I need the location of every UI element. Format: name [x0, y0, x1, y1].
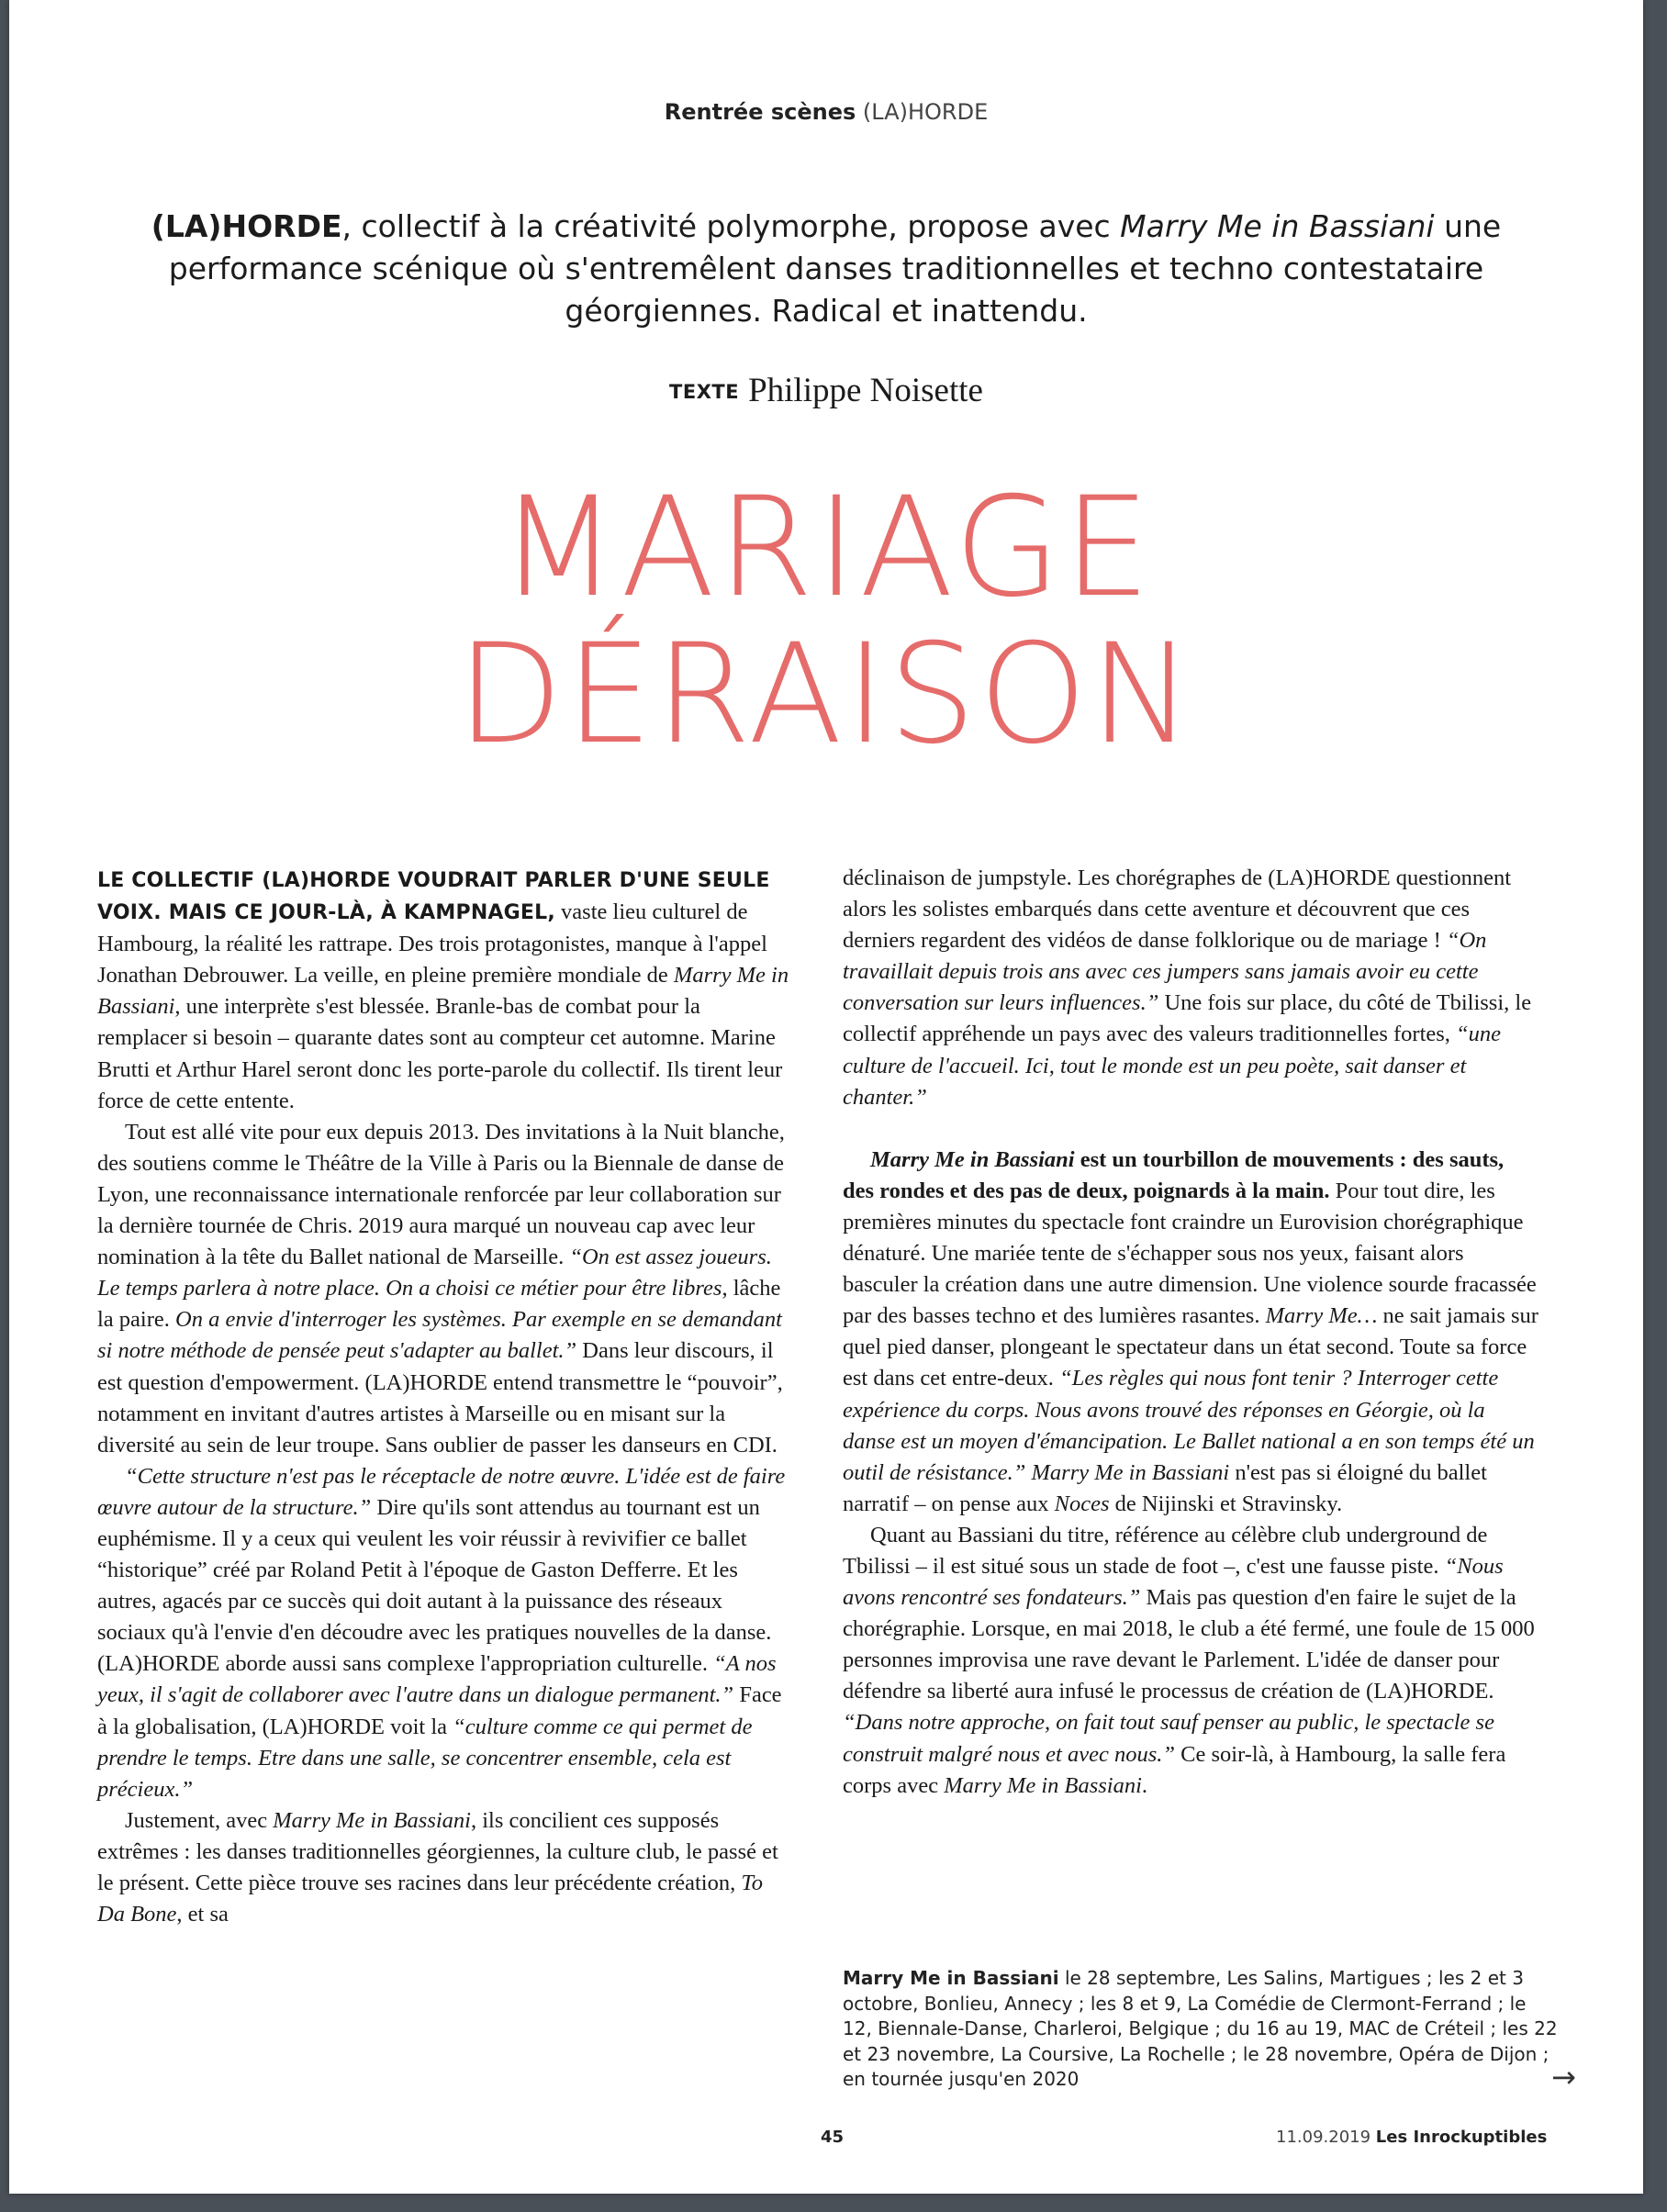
work-title: Marry Me…: [1265, 1303, 1378, 1329]
byline-label: TEXTE: [669, 381, 740, 403]
section-kicker: [9, 99, 1643, 125]
quote: “culture comme ce qui permet de prendre le temps. Etre dans une salle, se concentrer ensemble, cela est précieux.”: [97, 1714, 753, 1802]
page-number: 45: [821, 2128, 845, 2147]
byline: [9, 371, 1643, 410]
text: Tout est allé vite pour eux depuis 2013. Des invitations à la Nuit blanche, des soutiens comme le Théâtre de la Ville à Paris ou la Biennale de danse de Lyon, une reconnaissance internationale renforcée par leur collaboration sur la dernière tournée de Chris. 2019 aura marqué un nouveau cap avec leur nomination à la tête du Ballet national de Marseille.: [97, 1119, 785, 1270]
paragraph: [97, 865, 795, 1117]
work-title: Marry Me in Bassiani: [97, 963, 789, 1020]
text: de Nijinski et Stravinsky.: [1109, 1491, 1343, 1516]
standfirst-name: (LA)HORDE: [151, 208, 342, 244]
footer-date-magazine: [1276, 2128, 1547, 2147]
text: vaste lieu culturel de Hambourg, la réalité les rattrape. Des trois protagonistes, manque à l'appel Jonathan Debrouwer. La veille, en pleine première mondiale de: [97, 899, 767, 989]
magazine-name: Les Inrockuptibles: [1375, 2128, 1548, 2147]
quote: “une culture de l'accueil. Ici, tout le monde est un peu poète, sait danser et chanter.”: [843, 1022, 1502, 1110]
quote: “Cette structure n'est pas le réceptacle de notre œuvre. L'idée est de faire œuvre autour de la structure.”: [97, 1463, 786, 1520]
text: ne sait jamais sur quel pied danser, plongeant le spectateur dans un état second. Toute sa force est dans cet entre-deux.: [843, 1303, 1538, 1391]
quote: “Nous avons rencontré ses fondateurs.”: [843, 1553, 1504, 1611]
text: , et sa: [176, 1902, 229, 1927]
info-text: le 28 septembre, Les Salins, Martigues ; les 2 et 3 octobre, Bonlieu, Annecy ; les 8 et 9, La Comédie de Clermont-Ferrand ; le 12, Biennale-Danse, Charleroi, Belgique ; du 16 au 19, MAC de Créteil ; les 22 et 23 novembre, La Coursive, La Rochelle ; le 28 novembre, Opéra de Dijon ; en tournée jusqu'en 2020: [843, 1967, 1558, 2090]
quote: “On est assez joueurs. Le temps parlera à notre place. On a choisi ce métier pour être libres: [97, 1245, 772, 1302]
section-subject: (LA)HORDE: [862, 99, 989, 125]
performance-dates-box: [843, 1966, 1559, 2093]
section-name: Rentrée scènes: [664, 99, 856, 125]
paragraph: [97, 1805, 795, 1930]
text: Une fois sur place, du côté de Tbilissi, le collectif appréhende un pays avec des valeurs traditionnelles fortes,: [843, 990, 1532, 1047]
text: Mais pas question d'en faire le sujet de la chorégraphie. Lorsque, en mai 2018, le club a été fermé, une foule de 15 000 personnes improvisa une rave devant le Parlement. L'idée de danser pour défendre sa liberté aura infusé le processus de création de (LA)HORDE.: [843, 1585, 1535, 1704]
left-column: [97, 865, 795, 1930]
work-title: To Da Bone: [97, 1871, 763, 1927]
lead-in: LE COLLECTIF (LA)HORDE VOUDRAIT PARLER D'UNE SEULE VOIX. MAIS CE JOUR-LÀ, À KAMPNAGEL,: [97, 869, 770, 925]
issue-date: 11.09.2019: [1276, 2128, 1371, 2147]
text: Dans leur discours, il est question d'empowerment. (LA)HORDE entend transmettre le “pouvoir”, notamment en invitant d'autres artistes à Marseille ou en misant sur la diversité au sein de leur troupe. Sans oublier de passer les danseurs en CDI.: [97, 1338, 783, 1458]
byline-author: Philippe Noisette: [748, 372, 983, 409]
paragraph: [843, 1145, 1540, 1520]
text: Justement, avec: [125, 1807, 274, 1833]
magazine-page: [9, 0, 1643, 2194]
text: , ils concilient ces supposés extrêmes : les danses traditionnelles géorgiennes, la culture club, le passé et le présent. Cette pièce trouve ses racines dans leur précédente création,: [97, 1807, 778, 1895]
text: déclinaison de jumpstyle. Les chorégraphes de (LA)HORDE questionnent alors les solistes embarqués dans cette aventure et découvrent que ces derniers regardent des vidéos de danse folklorique ou de mariage !: [843, 866, 1512, 954]
info-title: Marry Me in Bassiani: [843, 1967, 1059, 1989]
paragraph: [843, 863, 1540, 1113]
standfirst-text: , collectif à la créativité polymorphe, propose avec: [341, 208, 1121, 244]
work-title: Noces: [1054, 1491, 1110, 1516]
standfirst-text-end: une performance scénique où s'entremêlent danses traditionnelles et techno contestataire géorgiennes. Radical et inattendu.: [168, 208, 1502, 329]
text: Quant au Bassiani du titre, référence au célèbre club underground de Tbilissi – il est situé sous un stade de foot –, c'est une fausse piste.: [843, 1522, 1488, 1579]
work-title: Marry Me in Bassiani: [944, 1772, 1142, 1798]
quote: “Dans notre approche, on fait tout sauf penser au public, le spectacle se construit malgré nous et avec nous.”: [843, 1710, 1494, 1767]
next-page-arrow-icon: →: [1551, 2060, 1576, 2095]
text: , une interprète s'est blessée. Branle-bas de combat pour la remplacer si besoin – quarante dates sont au compteur cet automne. Marine Brutti et Arthur Harel seront donc les porte-parole du collectif. Ils tirent leur force de cette entente.: [97, 994, 783, 1113]
standfirst-title: Marry Me in Bassiani: [1120, 208, 1435, 244]
headline-line-1: MARIAGE: [498, 468, 1154, 628]
text: , lâche la paire.: [97, 1276, 781, 1333]
quote: “Les règles qui nous font tenir ? Interroger cette expérience du corps. Nous avons trouvé des réponses en Géorgie, où la danse est un moyen d'émancipation. Le Ballet national a en son temps été un outil de résistance.”: [843, 1366, 1535, 1485]
paragraph: [97, 1117, 795, 1461]
quote: “A nos yeux, il s'agit de collaborer avec l'autre dans un dialogue permanent.”: [97, 1651, 777, 1708]
bold-lead: est un tourbillon de mouvements : des sauts, des rondes et des pas de deux, poignards à la main.: [843, 1146, 1505, 1203]
work-title: Marry Me in Bassiani: [870, 1146, 1075, 1172]
text: n'est pas si éloigné du ballet narratif – on pense aux: [843, 1459, 1487, 1516]
paragraph-gap: [843, 1113, 1540, 1145]
text: Face à la globalisation, (LA)HORDE voit la: [97, 1682, 782, 1739]
work-title: Marry Me in Bassiani: [1031, 1459, 1230, 1485]
text: .: [1141, 1772, 1148, 1798]
quote: “On travaillait depuis trois ans avec ces jumpers sans jamais avoir eu cette conversation sur leurs influences.”: [843, 928, 1487, 1016]
quote: On a envie d'interroger les systèmes. Par exemple en se demandant si notre méthode de pensée peut s'adapter au ballet.”: [97, 1307, 782, 1364]
standfirst: [119, 206, 1533, 332]
paragraph: [843, 1520, 1540, 1802]
paragraph: [97, 1461, 795, 1805]
right-column: [843, 863, 1540, 1802]
text: Pour tout dire, les premières minutes du spectacle font craindre un Eurovision chorégraphique dénaturé. Une mariée tente de s'échapper sous nos yeux, faisant alors basculer la création dans une autre dimension. Une violence sourde fracassée par des basses techno et des lumières rasantes.: [843, 1178, 1537, 1329]
text: Dire qu'ils sont attendus au tournant est un euphémisme. Il y a ceux qui veulent les voir réussir à revivifier ce ballet “historique” créé par Roland Petit à l'époque de Gaston Defferre. Et les autres, agacés par ce succès qui doit autant à la puissance des réseaux sociaux qu'à l'envie d'en découdre avec les pratiques nouvelles de la danse. (LA)HORDE aborde aussi sans complexe l'appropriation culturelle.: [97, 1494, 772, 1677]
headline-line-2: DÉRAISON: [456, 615, 1196, 775]
work-title: Marry Me in Bassiani: [273, 1807, 471, 1833]
text: Ce soir-là, à Hambourg, la salle fera corps avec: [843, 1741, 1506, 1798]
